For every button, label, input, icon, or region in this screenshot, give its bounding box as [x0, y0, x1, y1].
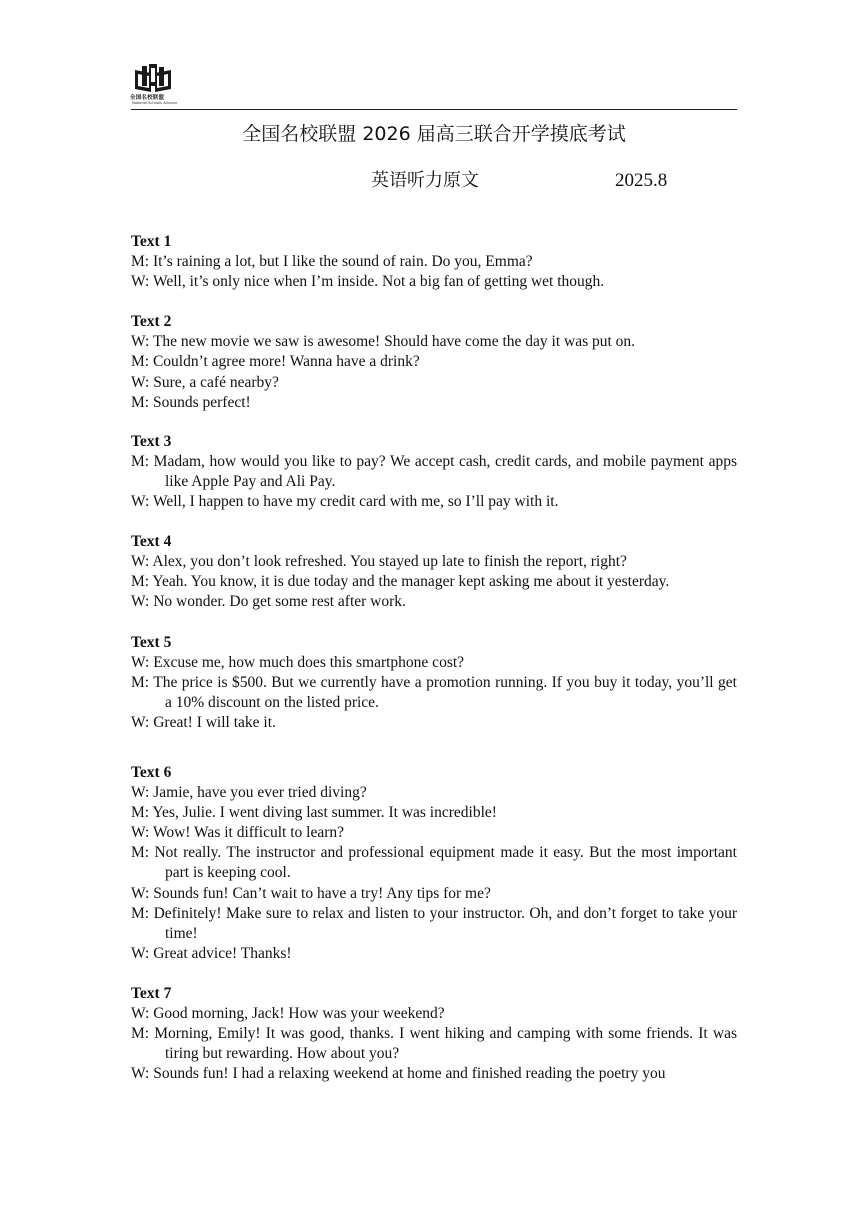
section-heading: Text 7	[131, 984, 172, 1002]
dialogue-line: W: Great! I will take it.	[131, 713, 276, 731]
section-heading: Text 4	[131, 533, 172, 551]
section-heading: Text 5	[131, 633, 172, 651]
dialogue-line: M: Madam, how would you like to pay? We accept cash, credit cards, and mobile payment apps like Apple Pay and Ali Pay.	[131, 452, 737, 490]
section-heading: Text 3	[131, 432, 172, 450]
dialogue-line: M: Sounds perfect!	[131, 393, 251, 411]
dialogue-line: W: Excuse me, how much does this smartphone cost?	[131, 653, 465, 671]
section-heading: Text 1	[131, 233, 172, 250]
dialogue-line: M: Couldn’t agree more! Wanna have a drink?	[131, 353, 420, 371]
dialogue-line: M: Yes, Julie. I went diving last summer. It was incredible!	[131, 804, 497, 822]
section-text-6	[131, 763, 737, 964]
dialogue-line: W: Sounds fun! Can’t wait to have a try! Any tips for me?	[131, 884, 491, 902]
dialogue-line: W: No wonder. Do get some rest after work.	[131, 593, 406, 611]
book-icon	[131, 64, 175, 94]
dialogue-line: M: Morning, Emily! It was good, thanks. I went hiking and camping with some friends. It was tiring but rewarding. How about you?	[131, 1025, 737, 1063]
dialogue-line: M: Yeah. You know, it is due today and the manager kept asking me about it yesterday.	[131, 573, 670, 591]
section-text-4	[131, 532, 737, 612]
section-text-1	[131, 232, 737, 292]
dialogue-line: W: Great advice! Thanks!	[131, 944, 292, 962]
section-heading: Text 6	[131, 763, 172, 781]
dialogue-line: M: The price is $500. But we currently have a promotion running. If you buy it today, you’ll get a 10% discount on the listed price.	[131, 673, 737, 711]
dialogue-line: W: Good morning, Jack! How was your weekend?	[131, 1005, 445, 1022]
dialogue-line: M: Definitely! Make sure to relax and listen to your instructor. Oh, and don’t forget to take your time!	[131, 904, 737, 942]
document-date: 2025.8	[615, 170, 668, 191]
section-text-2	[131, 312, 737, 412]
school-alliance-logo	[130, 64, 178, 106]
transcript-content	[131, 232, 737, 1084]
dialogue-line: M: Not really. The instructor and professional equipment made it easy. But the most important part is keeping cool.	[131, 844, 737, 882]
logo-text-en: National Schools Alliance	[132, 101, 178, 105]
dialogue-line: W: The new movie we saw is awesome! Should have come the day it was put on.	[131, 333, 636, 351]
dialogue-line: W: Sounds fun! I had a relaxing weekend at home and finished reading the poetry you	[131, 1065, 666, 1083]
section-text-7	[131, 984, 737, 1084]
section-heading: Text 2	[131, 313, 172, 331]
dialogue-line: W: Well, I happen to have my credit card with me, so I’ll pay with it.	[131, 493, 559, 511]
dialogue-line: W: Alex, you don’t look refreshed. You stayed up late to finish the report, right?	[131, 553, 627, 571]
dialogue-line: W: Sure, a café nearby?	[131, 373, 279, 391]
dialogue-line: M: It’s raining a lot, but I like the sound of rain. Do you, Emma?	[131, 253, 533, 271]
section-text-3	[131, 432, 737, 512]
header-divider	[131, 109, 737, 110]
dialogue-line: W: Jamie, have you ever tried diving?	[131, 784, 367, 802]
document-subtitle: 英语听力原文	[371, 170, 479, 191]
page-header	[131, 64, 737, 110]
section-text-5	[131, 633, 737, 733]
logo-text-cn: 全国名校联盟	[130, 95, 165, 101]
exam-title: 全国名校联盟 2026 届高三联合开学摸底考试	[242, 123, 626, 145]
dialogue-line: W: Wow! Was it difficult to learn?	[131, 824, 345, 842]
dialogue-line: W: Well, it’s only nice when I’m inside. Not a big fan of getting wet though.	[131, 273, 605, 291]
